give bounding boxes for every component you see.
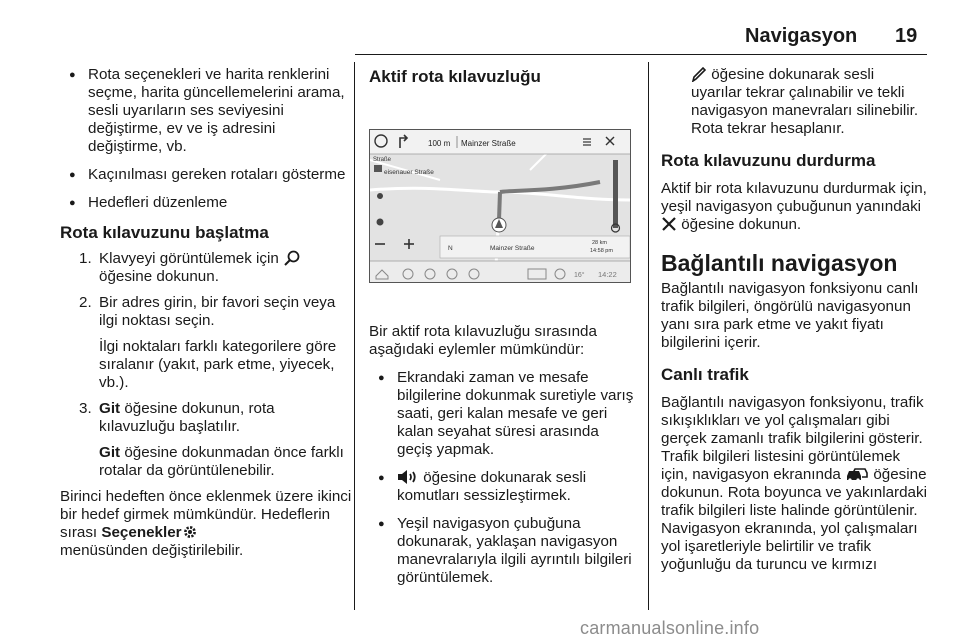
step-2-note: İlgi noktaları farklı kategorilere göre sıralanır (yakıt, park etme, yiyecek, vb.). — [99, 338, 337, 391]
column-divider-2 — [648, 62, 649, 610]
step-3-note: Git öğesine dokunmadan önce farklı rotalar da görüntülenebilir. — [99, 444, 344, 479]
navigation-screen-image — [369, 129, 631, 283]
heading-start-guidance: Rota kılavuzunu başlatma — [60, 223, 269, 242]
svg-text:Mainzer Straße: Mainzer Straße — [490, 245, 535, 252]
step-1: 1. Klavyeyi görüntülemek için öğesine dokunun. — [63, 250, 353, 286]
column-2 — [369, 66, 637, 88]
svg-text:N: N — [448, 245, 453, 252]
paragraph-connected: Bağlantılı navigasyon fonksiyonu canlı trafik bilgileri, öngörülü navigasyonun yanı sıra park etme ve yakıt fiyatı bilgilerini içerir. — [661, 280, 919, 351]
list-item: ● Yeşil navigasyon çubuğuna dokunarak, yaklaşan navigasyon manevralarıyla ilgili ayrıntılı bilgileri görüntülemek. — [369, 515, 637, 587]
page-header — [0, 0, 960, 62]
intro-paragraph: Bir aktif rota kılavuzluğu sırasında aşağıdaki eylemler mümkündür: — [369, 323, 597, 358]
svg-text:Straße: Straße — [373, 157, 392, 163]
speaker-icon — [397, 469, 419, 485]
step-2: 2. Bir adres girin, bir favori seçin veya ilgi noktası seçin. — [79, 294, 336, 329]
list-item: ● Rota seçenekleri ve harita renklerini seçme, harita güncellemelerini arama, sesli uyarıların ses seviyesini değiştirme, ev ve iş adresini değiştirme, vb. — [60, 66, 353, 156]
svg-text:16°: 16° — [574, 272, 585, 279]
svg-text:14:22: 14:22 — [598, 270, 617, 279]
step-3: 3. Git öğesine dokunun, rota kılavuzluğu başlatılır. — [79, 400, 275, 435]
section-title: Navigasyon — [745, 25, 858, 47]
list-item: ● öğesine dokunarak sesli komutları sessizleştirmek. — [369, 469, 637, 505]
paragraph-traffic: Bağlantılı navigasyon fonksiyonu, trafik sıkışıklıkları ve yol çalışmaları gibi gerçek zamanlı trafik bilgilerini gösterir. Trafik bilgileri listesini görüntülemek için, navigasyon ekranında öğesine dokunun. Rota boyunca ve yakınlardaki trafik bilgileri liste halinde görüntülenir. Navigasyon ekranında, yol çalışmaları yol işaretleriyle belirtilir ve trafik yoğunluğu da turuncu ve kırmızı — [661, 394, 927, 573]
header-rule — [355, 54, 927, 55]
heading-connected-navigation: Bağlantılı navigasyon — [661, 250, 898, 276]
column-3 — [661, 66, 929, 574]
heading-live-traffic: Canlı trafik — [661, 365, 749, 384]
heading-active-guidance: Aktif rota kılavuzluğu — [369, 67, 541, 86]
search-icon — [283, 250, 301, 266]
paragraph-voice: öğesine dokunarak sesli uyarılar tekrar çalınabilir ve tekli navigasyon manevraları silinebilir. Rota tekrar hesaplanır. — [691, 66, 919, 137]
paragraph-stop: Aktif bir rota kılavuzunu durdurmak için, yeşil navigasyon çubuğunun yanındaki öğesine dokunun. — [661, 180, 927, 233]
svg-text:28 km[interactable]: 28 km — [592, 240, 607, 246]
maneuver-distance[interactable]: 100 m — [428, 139, 451, 148]
close-icon — [661, 216, 677, 232]
list-item: ● Hedefleri düzenleme — [60, 194, 353, 212]
gear-icon — [182, 524, 198, 540]
watermark: carmanualsonline.info — [580, 618, 760, 638]
pencil-icon — [691, 66, 707, 82]
svg-text:eisenauer Straße: eisenauer Straße — [384, 169, 434, 176]
column-2-text — [369, 323, 637, 587]
list-item: ● Kaçınılması gereken rotaları gösterme — [60, 166, 353, 184]
column-1 — [60, 66, 353, 560]
svg-text:14:58 pm[interactable]: 14:58 pm — [590, 248, 613, 254]
paragraph-waypoints: Birinci hedeften önce eklenmek üzere ikinci bir hedef girmek mümkündür. Hedeflerin sırası Seçenekler menüsünden değiştirilebilir. — [60, 488, 352, 559]
heading-stop-guidance: Rota kılavuzunu durdurma — [661, 151, 876, 170]
list-item: ● Ekrandaki zaman ve mesafe bilgilerine dokunmak suretiyle varış saati, geri kalan mesafe ve geri kalan seyahat süresi arasında geçiş yapmak. — [369, 369, 637, 459]
page-number: 19 — [895, 25, 918, 47]
street-name: Mainzer Straße — [461, 139, 516, 148]
traffic-icon — [845, 466, 869, 482]
